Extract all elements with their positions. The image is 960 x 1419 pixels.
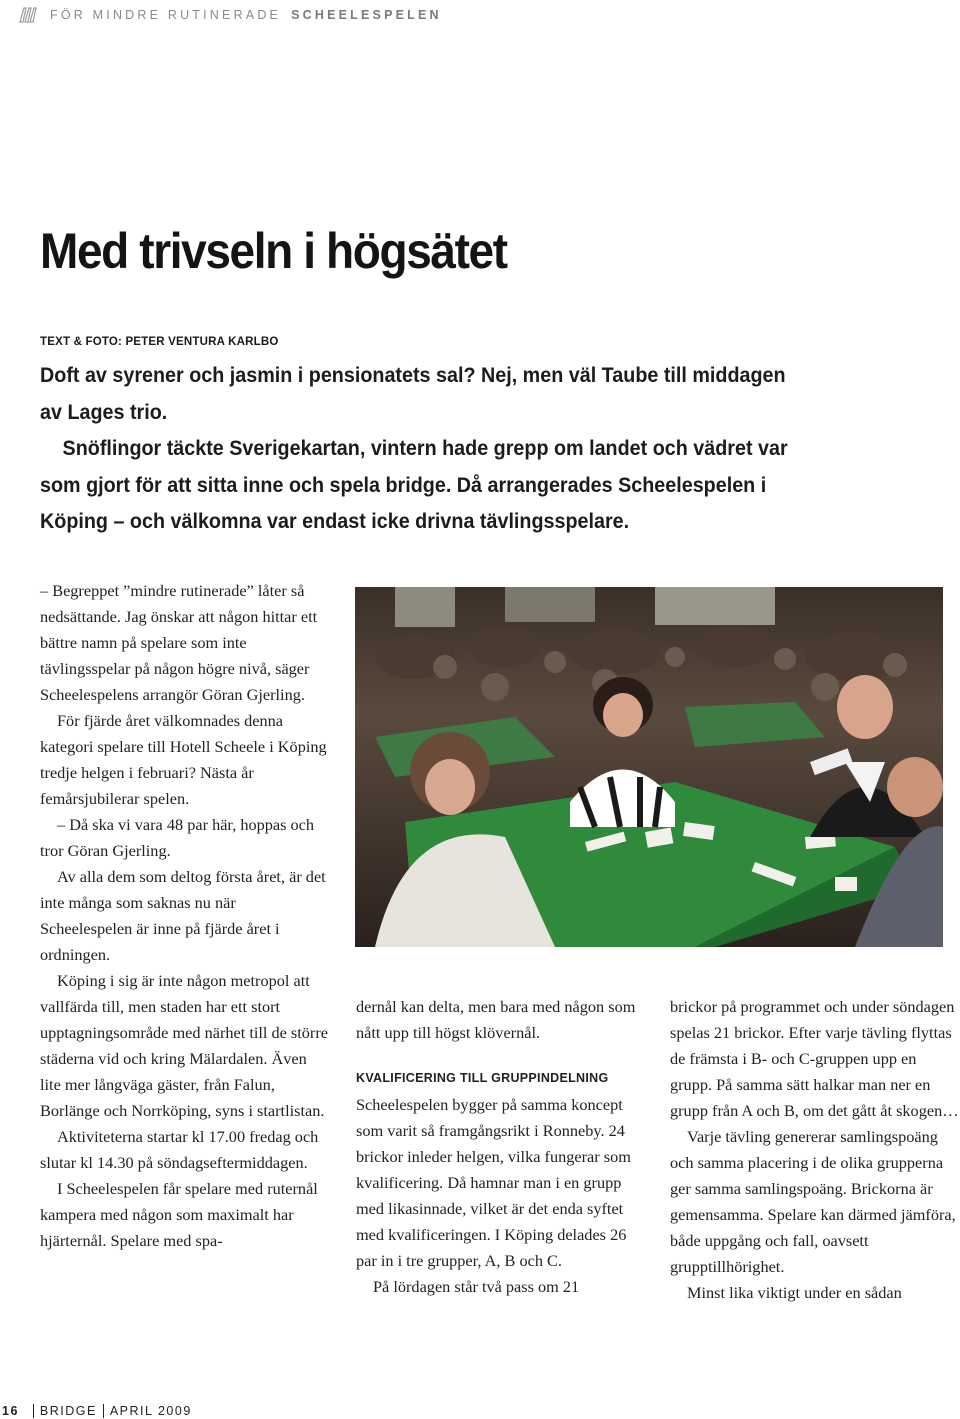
section-header: [18, 4, 442, 26]
kicker-bold: SCHEELESPELEN: [291, 8, 442, 22]
body-paragraph: Minst lika viktigt under en sådan: [687, 1283, 902, 1302]
body-paragraph: Varje tävling genererar samlingspoäng och samma placering i de olika grupperna ger samma samlingspoäng. Brickorna är gemensamma. Spelare kan därmed jämföra, både uppgång och fall, oavsett grupptillhörighet.: [670, 1127, 956, 1276]
byline: TEXT & FOTO: PETER VENTURA KARLBO: [40, 336, 279, 348]
kicker-light: FÖR MINDRE RUTINERADE: [50, 8, 282, 22]
page-footer: [2, 1402, 192, 1419]
bridge-tournament-photo: [355, 587, 943, 947]
body-paragraph: I Scheelespelen får spelare med ruternål kampera med någon som maximalt har hjärternål. Spelare med spa-: [40, 1179, 318, 1250]
body-paragraph: Scheelespelen bygger på samma koncept som varit så framgångsrikt i Ronneby. 24 brickor inleder helgen, vilka fungerar som kvalificering. Då hamnar man i en grupp med likasinnade, vilket är det enda syftet med kvalificeringen. I Köping delades 26 par in i tre grupper, A, B och C.: [356, 1095, 631, 1270]
text-column-3: [670, 994, 960, 1306]
body-paragraph: brickor på programmet och under söndagen spelas 21 brickor. Efter varje tävling flyttas de främsta i B- och C-gruppen upp en grupp. På samma sätt halkar man ner en grupp från A och B, om det gått åt skogen…: [670, 997, 959, 1120]
page-number: 16: [2, 1403, 19, 1418]
footer-divider: [33, 1404, 34, 1418]
footer-divider: [103, 1404, 104, 1418]
photo-illustration: [355, 587, 943, 947]
body-paragraph: – Då ska vi vara 48 par här, hoppas och tror Göran Gjerling.: [40, 815, 315, 860]
text-column-1: [40, 578, 330, 1254]
ingress: [40, 358, 792, 541]
body-paragraph: – Begreppet ”mindre rutinerade” låter så nedsättande. Jag önskar att någon hittar ett bättre namn på spelare som inte tävlingsspelar på någon högre nivå, säger Scheelespelens arrangör Göran Gjerling.: [40, 581, 318, 704]
body-paragraph: På lördagen står två pass om 21: [373, 1277, 580, 1296]
issue-date: APRIL 2009: [109, 1403, 192, 1418]
body-paragraph: För fjärde året välkomnades denna kategori spelare till Hotell Scheele i Köping tredje helgen i februari? Nästa år femårsjubilerar spelen.: [40, 711, 327, 808]
subheading: KVALIFICERING TILL GRUPPINDELNING: [356, 1071, 609, 1085]
magazine-name: BRIDGE: [39, 1403, 97, 1418]
ingress-paragraph: Doft av syrener och jasmin i pensionatets sal? Nej, men väl Taube till middagen av Lages trio.: [40, 364, 786, 424]
bridge-cards-logo-icon: [18, 6, 40, 24]
article-headline: Med trivseln i högsätet: [40, 223, 507, 279]
body-paragraph: dernål kan delta, men bara med någon som nått upp till högst klövernål.: [356, 997, 636, 1042]
text-column-2: [356, 994, 648, 1300]
ingress-paragraph: Snöflingor täckte Sverigekartan, vintern hade grepp om landet och vädret var som gjort för att sitta inne och spela bridge. Då arrangerades Scheelespelen i Köping – och välkomna var endast icke drivna tävlingsspelare.: [40, 437, 788, 533]
body-paragraph: Aktiviteterna startar kl 17.00 fredag och slutar kl 14.30 på söndagseftermiddagen.: [40, 1127, 319, 1172]
body-paragraph: Köping i sig är inte någon metropol att vallfärda till, men staden har ett stort upptagningsområde med närhet till de större städerna vid och kring Mälardalen. Även lite mer långväga gäster, från Falun, Borlänge och Norrköping, syns i startlistan.: [40, 971, 329, 1120]
body-paragraph: Av alla dem som deltog första året, är det inte många som saknas nu när Scheelespelen är inne på fjärde året i ordningen.: [40, 867, 326, 964]
